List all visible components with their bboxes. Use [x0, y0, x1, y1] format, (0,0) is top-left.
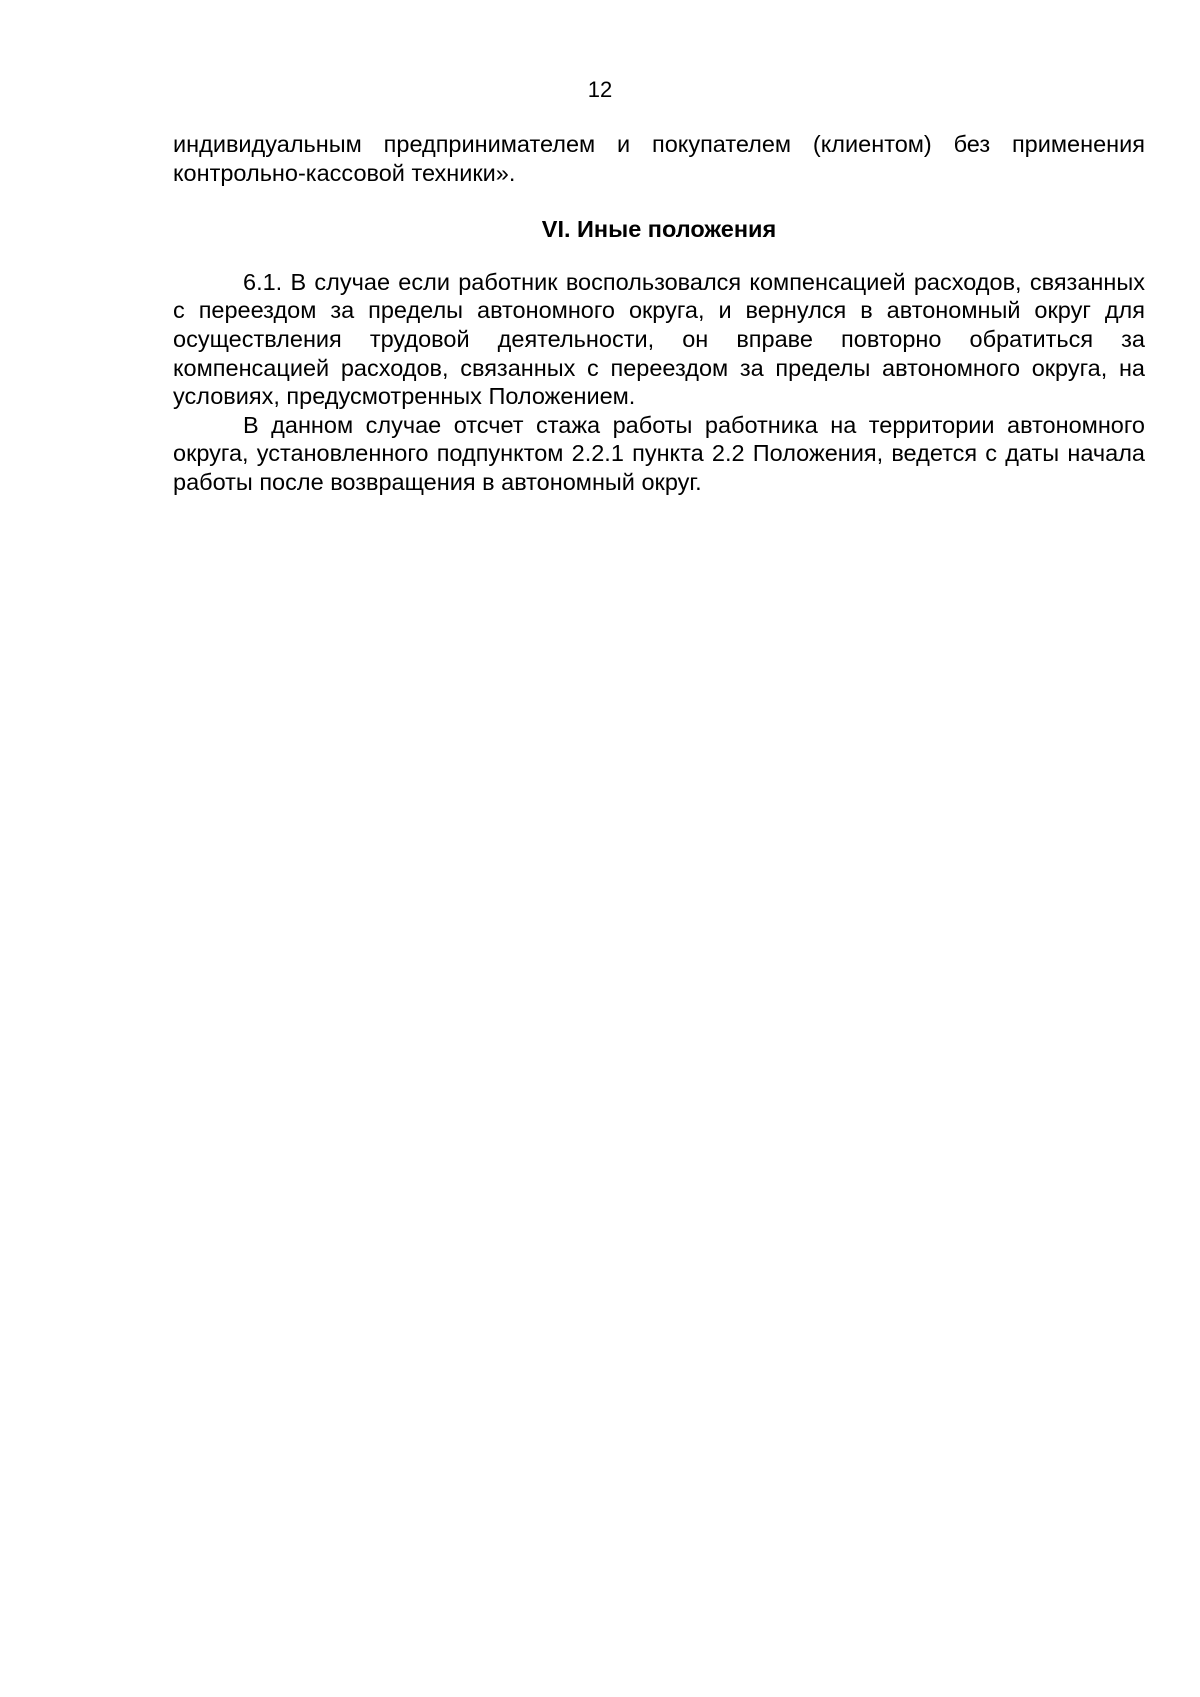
section-heading: VI. Иные положения: [541, 216, 777, 243]
paragraph-6-1-second: В данном случае отсчет стажа работы работника на территории автономного округа, установленного подпунктом 2.2.1 пункта 2.2 Положения, ведется с даты начала работы после возвращения в автономный округ.: [173, 411, 1145, 495]
paragraph-6-1: 6.1. В случае если работник воспользовался компенсацией расходов, связанных с переездом за пределы автономного округа, и вернулся в автономный округ для осуществления трудовой деятельности, он вправе повторно обратиться за компенсацией расходов, связанных с переездом за пределы автономного округа, на условиях, предусмотренных Положением.: [173, 268, 1145, 410]
document-body: [173, 130, 1145, 497]
continuation-paragraph: индивидуальным предпринимателем и покупателем (клиентом) без применения контрольно-кассовой техники».: [173, 131, 1145, 186]
page-number: 12: [587, 77, 613, 102]
